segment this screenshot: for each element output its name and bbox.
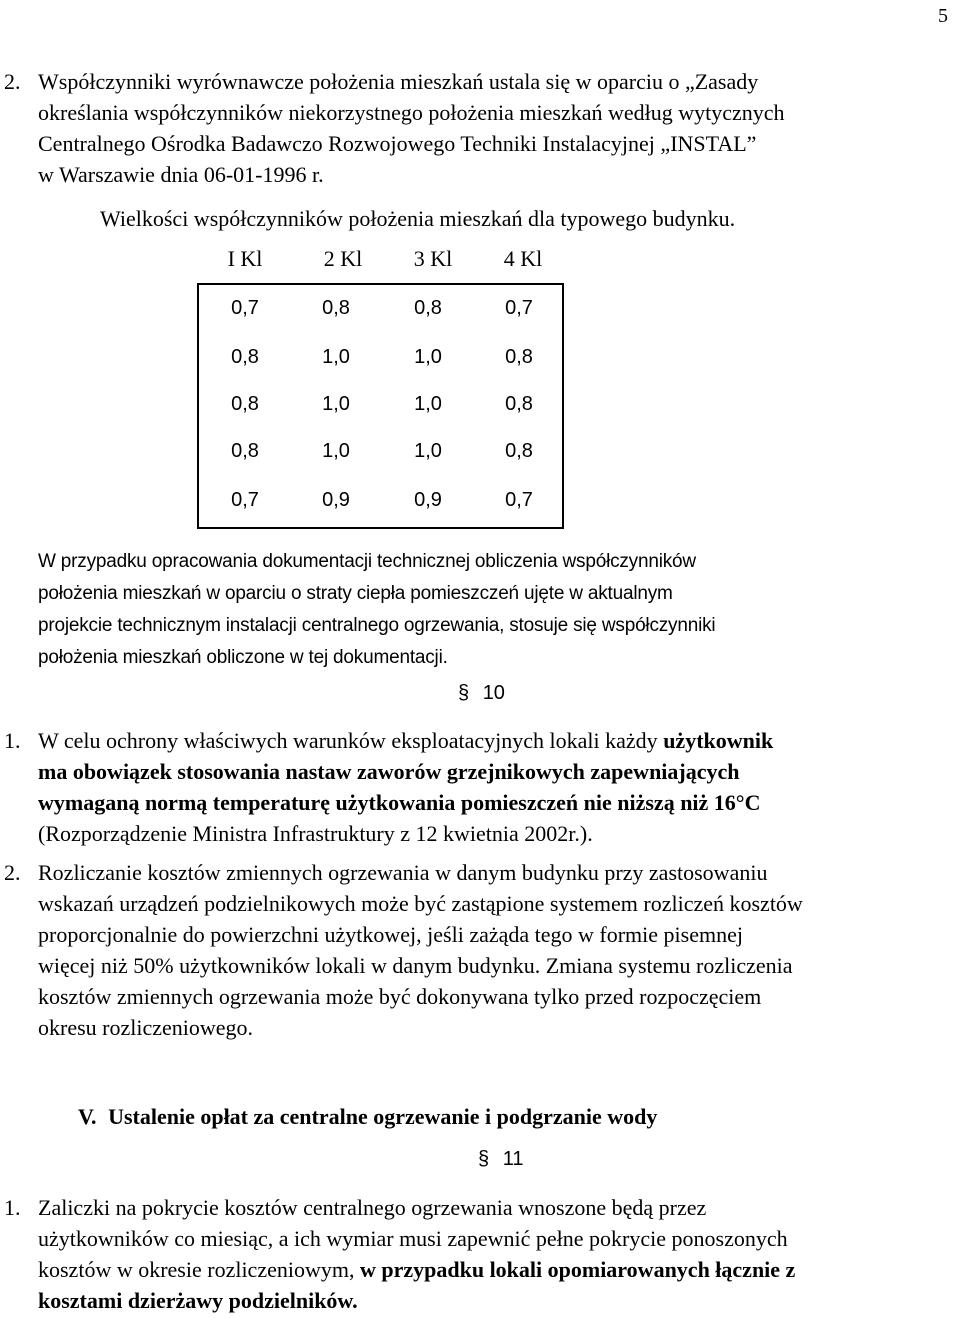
- table-cell: 0,8: [231, 440, 259, 462]
- table-cell: 0,9: [322, 489, 350, 511]
- table-cell: 1,0: [322, 440, 350, 462]
- s10-p2-line: Rozliczanie kosztów zmiennych ogrzewania w danym budynku przy zastosowaniu: [38, 860, 768, 885]
- s10-p1-line1-bold: użytkownik: [663, 728, 774, 753]
- table-row: [199, 342, 562, 372]
- table-cell: 0,8: [505, 393, 533, 415]
- page-number: 5: [938, 5, 948, 27]
- coefficient-table-header: [210, 246, 570, 276]
- table-cell: 0,9: [414, 489, 442, 511]
- column-header: 3 Kl: [413, 246, 453, 271]
- s10-p2-line: więcej niż 50% użytkowników lokali w danym budynku. Zmiana systemu rozliczenia: [38, 953, 793, 978]
- s10-p2-line: proporcjonalnie do powierzchni użytkowej, jeśli zażąda tego w formie pisemnej: [38, 922, 743, 947]
- note-line: położenia mieszkań w oparciu o straty ciepła pomieszczeń ujęte w aktualnym: [38, 583, 673, 604]
- section-mark: §: [458, 682, 470, 704]
- s10-p2-line: kosztów zmiennych ogrzewania może być dokonywana tylko przed rozpoczęciem: [38, 984, 762, 1009]
- s11-p1-number: 1.: [4, 1195, 21, 1220]
- s10-p1-line: (Rozporządzenie Ministra Infrastruktury z 12 kwietnia 2002r.).: [38, 821, 593, 846]
- column-header: I Kl: [227, 246, 263, 271]
- table-cell: 1,0: [414, 440, 442, 462]
- s10-p1-line1-regular: W celu ochrony właściwych warunków eksploatacyjnych lokali każdy: [38, 728, 664, 753]
- s10-p2-text: [38, 857, 948, 1043]
- para2-line: Centralnego Ośrodka Badawczo Rozwojowego Techniki Instalacyjnej „INSTAL”: [38, 131, 757, 156]
- note-line: położenia mieszkań obliczone w tej dokumentacji.: [38, 647, 448, 668]
- section-mark: §: [478, 1148, 490, 1170]
- s11-p1-line: [38, 1254, 950, 1285]
- s11-p1-text: [38, 1192, 950, 1316]
- table-cell: 0,7: [505, 297, 533, 319]
- table-cell: 0,8: [231, 346, 259, 368]
- table-cell: 0,7: [505, 489, 533, 511]
- s10-p1-line: ma obowiązek stosowania nastaw zaworów grzejnikowych zapewniających: [38, 759, 740, 784]
- s10-p1-number: 1.: [4, 728, 21, 753]
- s10-p1-line: wymaganą normą temperaturę użytkowania pomieszczeń nie niższą niż 16°C: [38, 790, 761, 815]
- chapter-v-heading: [78, 1101, 657, 1132]
- table-cell: 1,0: [322, 393, 350, 415]
- table-cell: 1,0: [414, 393, 442, 415]
- table-cell: 0,8: [231, 393, 259, 415]
- s10-p2-line: wskazań urządzeń podzielnikowych może być zastąpione systemem rozliczeń kosztów: [38, 891, 803, 916]
- table-row: [199, 485, 562, 515]
- s11-p1-line: kosztami dzierżawy podzielników.: [38, 1288, 358, 1313]
- s11-p1-line: użytkowników co miesiąc, a ich wymiar musi zapewnić pełne pokrycie ponoszonych: [38, 1226, 788, 1251]
- table-cell: 0,8: [505, 440, 533, 462]
- s10-p1-text: [38, 725, 948, 849]
- table-cell: 1,0: [414, 346, 442, 368]
- section-number: 11: [502, 1148, 524, 1170]
- table-row: [199, 389, 562, 419]
- table-cell: 1,0: [322, 346, 350, 368]
- table-cell: 0,8: [322, 297, 350, 319]
- s11-p1-line3-bold: w przypadku lokali opomiarowanych łącznie z: [359, 1257, 796, 1282]
- s11-p1-line3-regular: kosztów w okresie rozliczeniowym,: [38, 1257, 360, 1282]
- table-caption: Wielkości współczynników położenia mieszkań dla typowego budynku.: [100, 206, 736, 231]
- para2-text: [38, 66, 938, 190]
- column-header: 2 Kl: [323, 246, 363, 271]
- table-cell: 0,8: [414, 297, 442, 319]
- note-line: W przypadku opracowania dokumentacji technicznej obliczenia współczynników: [38, 551, 696, 572]
- section-10-heading: [458, 682, 505, 705]
- chapter-numeral: V.: [78, 1104, 97, 1129]
- s10-p1-line: [38, 725, 948, 756]
- table-cell: 0,8: [505, 346, 533, 368]
- chapter-title: Ustalenie opłat za centralne ogrzewanie i podgrzanie wody: [108, 1104, 658, 1129]
- para2-line: określania współczynników niekorzystnego położenia mieszkań według wytycznych: [38, 100, 785, 125]
- para2-number: 2.: [4, 69, 21, 94]
- table-row: [199, 293, 562, 323]
- s11-p1-line: Zaliczki na pokrycie kosztów centralnego ogrzewania wnoszone będą przez: [38, 1195, 707, 1220]
- section-11-heading: [478, 1148, 523, 1171]
- s10-p2-number: 2.: [4, 860, 21, 885]
- note-paragraph: [38, 546, 938, 674]
- table-row: [199, 436, 562, 466]
- note-line: projekcie technicznym instalacji centralnego ogrzewania, stosuje się współczynniki: [38, 615, 716, 636]
- para2-line: Współczynniki wyrównawcze położenia mieszkań ustala się w oparciu o „Zasady: [38, 69, 759, 94]
- section-number: 10: [482, 682, 505, 704]
- table-cell: 0,7: [231, 297, 259, 319]
- s10-p2-line: okresu rozliczeniowego.: [38, 1015, 254, 1040]
- table-cell: 0,7: [231, 489, 259, 511]
- para2-line: w Warszawie dnia 06-01-1996 r.: [38, 162, 324, 187]
- column-header: 4 Kl: [503, 246, 543, 271]
- coefficient-table: [197, 283, 564, 529]
